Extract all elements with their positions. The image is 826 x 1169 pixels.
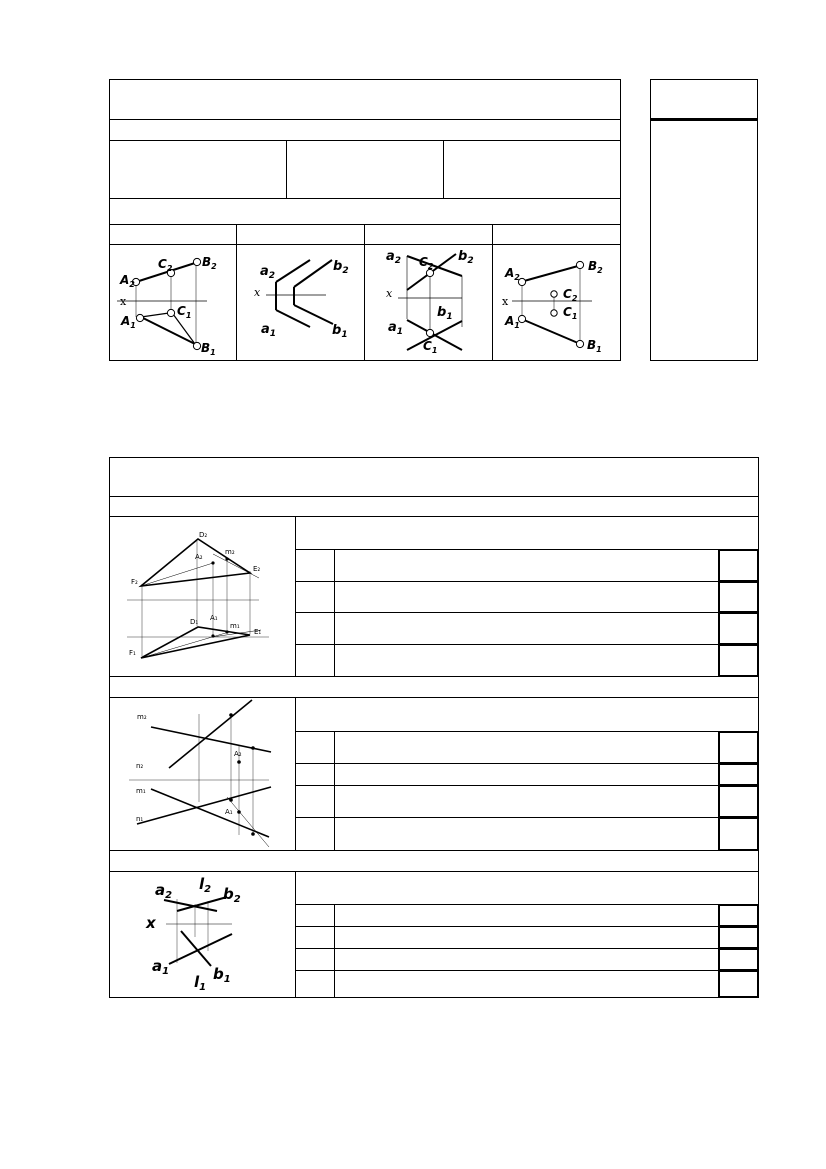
- answer-cell[interactable]: [718, 549, 759, 582]
- answer-cell[interactable]: [718, 763, 759, 786]
- option-num-col: [334, 549, 335, 676]
- svg-text:m₂: m₂: [225, 548, 235, 556]
- option-row: [295, 763, 759, 764]
- svg-text:B2: $B_2$: [588, 259, 603, 275]
- figure-1-2: [236, 244, 364, 361]
- answer-cell[interactable]: [718, 612, 759, 645]
- axis-label: x: [386, 287, 393, 300]
- svg-text:A₂: A₂: [234, 750, 242, 758]
- svg-text:b2: $b_2$: [458, 249, 474, 266]
- svg-text:a2: $a_2$: [260, 264, 276, 281]
- answer-cell[interactable]: [718, 785, 759, 818]
- option-row: [295, 581, 759, 582]
- svg-text:A₂: A₂: [195, 553, 203, 561]
- svg-text:E₂: E₂: [253, 565, 261, 573]
- svg-text:n₂: n₂: [136, 762, 144, 770]
- answer-cell[interactable]: [718, 926, 759, 949]
- col-divider: [443, 140, 444, 198]
- row-divider: [109, 119, 621, 120]
- svg-text:A₁: A₁: [210, 614, 218, 622]
- axis-label: x: [120, 295, 127, 308]
- answer-cell[interactable]: [718, 731, 759, 764]
- row-divider: [109, 850, 759, 851]
- col-divider: [295, 516, 296, 676]
- row-divider: [109, 198, 621, 199]
- col-divider: [295, 697, 296, 850]
- option-row: [295, 549, 759, 550]
- answer-cell[interactable]: [718, 904, 759, 927]
- option-row: [295, 904, 759, 905]
- svg-text:a1: $a_1$: [261, 322, 277, 339]
- option-row: [295, 785, 759, 786]
- answer-cell[interactable]: [718, 817, 759, 851]
- figure-2-3: [109, 871, 295, 998]
- option-num-col: [334, 904, 335, 998]
- option-row: [295, 817, 759, 818]
- svg-text:m₁: m₁: [230, 622, 240, 630]
- option-num-col: [334, 731, 335, 850]
- svg-text:A2: $A_2$: [120, 273, 135, 289]
- svg-text:l2: $l_2$: [199, 875, 212, 895]
- svg-text:C1: $C_1$: [423, 339, 438, 355]
- svg-text:b1: $b_1$: [437, 305, 453, 322]
- svg-text:E₁: E₁: [254, 628, 262, 636]
- svg-text:C2: $C_2$: [563, 287, 578, 303]
- axis-label: x: [502, 295, 509, 308]
- svg-text:l1: $l_1$: [194, 973, 207, 993]
- row-divider: [109, 676, 759, 677]
- figure-2-2: [109, 697, 295, 850]
- option-row: [295, 926, 759, 927]
- svg-text:m₂: m₂: [137, 713, 147, 721]
- row-divider: [109, 496, 759, 497]
- svg-text:m₁: m₁: [136, 787, 146, 795]
- svg-text:A2: $A_2$: [505, 266, 520, 282]
- svg-text:F₁: F₁: [129, 649, 136, 657]
- svg-text:A1: $A_1$: [121, 314, 136, 330]
- col-divider: [286, 140, 287, 198]
- row-divider: [109, 140, 621, 141]
- svg-text:n₁: n₁: [136, 815, 144, 823]
- svg-text:B1: $B_1$: [587, 338, 602, 354]
- svg-text:b1: $b_1$: [332, 323, 348, 340]
- svg-text:b1: $b_1$: [213, 965, 231, 985]
- svg-text:a2: $a_2$: [155, 881, 173, 901]
- svg-text:A₁: A₁: [225, 808, 233, 816]
- svg-text:F₂: F₂: [131, 578, 138, 586]
- option-row: [295, 612, 759, 613]
- svg-text:D₁: D₁: [190, 618, 199, 626]
- row-divider: [109, 224, 621, 225]
- svg-text:a1: $a_1$: [152, 957, 170, 977]
- svg-text:C2: $C_2$: [158, 257, 173, 273]
- svg-text:A1: $A_1$: [505, 314, 520, 330]
- answer-divider: [650, 118, 758, 121]
- figure-1-1: [109, 244, 236, 361]
- axis-label: x: [254, 286, 261, 299]
- answer-cell[interactable]: [718, 644, 759, 677]
- option-row: [295, 970, 759, 971]
- option-row: [295, 731, 759, 732]
- figure-1-3: [364, 244, 492, 361]
- figure-2-1: [109, 516, 295, 676]
- svg-text:b2: $b_2$: [223, 885, 241, 905]
- svg-text:C1: $C_1$: [177, 304, 192, 320]
- answer-cell[interactable]: [718, 970, 759, 998]
- option-row: [295, 644, 759, 645]
- axis-label: x: [146, 914, 156, 932]
- answer-cell[interactable]: [718, 581, 759, 613]
- answer-cell[interactable]: [718, 948, 759, 971]
- col-divider: [295, 871, 296, 998]
- svg-text:b2: $b_2$: [333, 259, 349, 276]
- figure-1-4: [492, 244, 621, 361]
- svg-text:C2: $C_2$: [419, 255, 434, 271]
- svg-text:B2: $B_2$: [202, 255, 217, 271]
- svg-text:C1: $C_1$: [563, 305, 578, 321]
- svg-text:D₂: D₂: [199, 531, 208, 539]
- svg-text:B1: $B_1$: [201, 341, 216, 357]
- svg-text:a2: $a_2$: [386, 249, 402, 266]
- answer-column: [650, 79, 758, 361]
- option-row: [295, 948, 759, 949]
- svg-text:a1: $a_1$: [388, 320, 404, 337]
